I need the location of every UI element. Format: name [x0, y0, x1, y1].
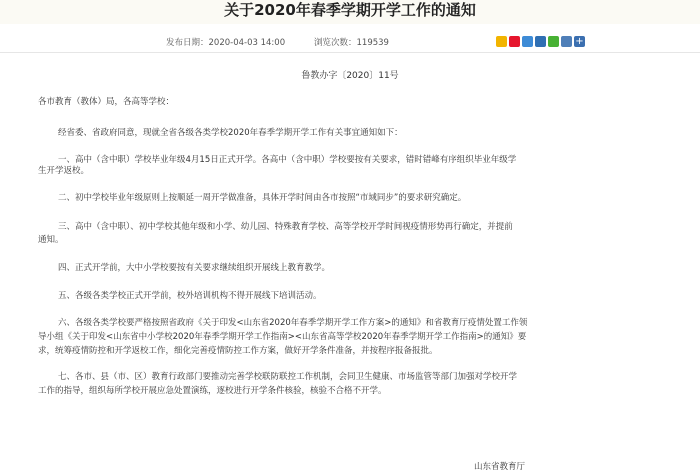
item-1-line-1: 一、高中（含中职）学校毕业年级4月15日正式开学。各高中（含中职）学校要按有关要求，错时错峰有序组织毕业年级学	[58, 155, 517, 165]
more-share-icon[interactable]: +	[575, 36, 584, 47]
renren-share-icon[interactable]	[535, 36, 546, 47]
view-count: 浏览次数：119539	[314, 38, 389, 48]
meta-bar	[0, 32, 700, 53]
item-7-line-1: 七、各市、县（市、区）教育行政部门要推动完善学校联防联控工作机制，会同卫生健康、市场监管等部门加强对学校开学	[58, 372, 518, 382]
item-2-line-1: 二、初中学校毕业年级原则上按顺延一周开学做准备，具体开学时间由各市按照“市域同步”的要求研究确定。	[58, 193, 467, 203]
wechat-share-icon[interactable]	[548, 36, 559, 47]
publish-date: 发布日期：2020-04-03 14:00	[166, 38, 286, 48]
item-3-line-2: 通知。	[38, 235, 64, 245]
document-number: 鲁教办字〔2020〕11号	[301, 71, 399, 81]
item-6-line-1: 六、各级各类学校要严格按照省政府《关于印发<山东省2020年春季学期开学工作方案>的通知》和省教育厅疫情处置工作领	[58, 318, 528, 328]
tencent-weibo-share-icon[interactable]	[522, 36, 533, 47]
item-6-line-2: 导小组《关于印发<山东省中小学校2020年春季学期开学工作指南><山东省高等学校2020年春季学期开学工作指南>的通知》要	[38, 332, 527, 342]
item-5-line-1: 五、各级各类学校正式开学前，校外培训机构不得开展线下培训活动。	[58, 291, 322, 301]
item-3-line-1: 三、高中（含中职）、初中学校其他年级和小学、幼儿园、特殊教育学校、高等学校开学时间视疫情形势再行确定，并提前	[58, 222, 513, 232]
intro-paragraph: 经省委、省政府同意，现就全省各级各类学校2020年春季学期开学工作有关事宜通知如下：	[58, 128, 403, 138]
signature: 山东省教育厅	[474, 462, 526, 472]
weibo-share-icon[interactable]	[509, 36, 520, 47]
share-toolbar	[496, 36, 585, 48]
item-6-line-3: 求，统筹疫情防控和开学返校工作，细化完善疫情防控工作方案，做好开学条件准备，并按程序报备报批。	[38, 346, 438, 356]
print-share-icon[interactable]	[561, 36, 572, 47]
item-4-line-1: 四、正式开学前，大中小学校要按有关要求继续组织开展线上教育教学。	[58, 263, 331, 273]
page-title: 关于2020年春季学期开学工作的通知	[224, 1, 476, 19]
item-1-line-2: 生开学返校。	[38, 166, 90, 176]
qzone-share-icon[interactable]	[496, 36, 507, 47]
salutation: 各市教育（教体）局，各高等学校：	[38, 97, 175, 107]
item-7-line-2: 工作的指导，组织每所学校开展应急处置演练，逐校进行开学条件核验，核验不合格不开学。	[38, 386, 387, 396]
